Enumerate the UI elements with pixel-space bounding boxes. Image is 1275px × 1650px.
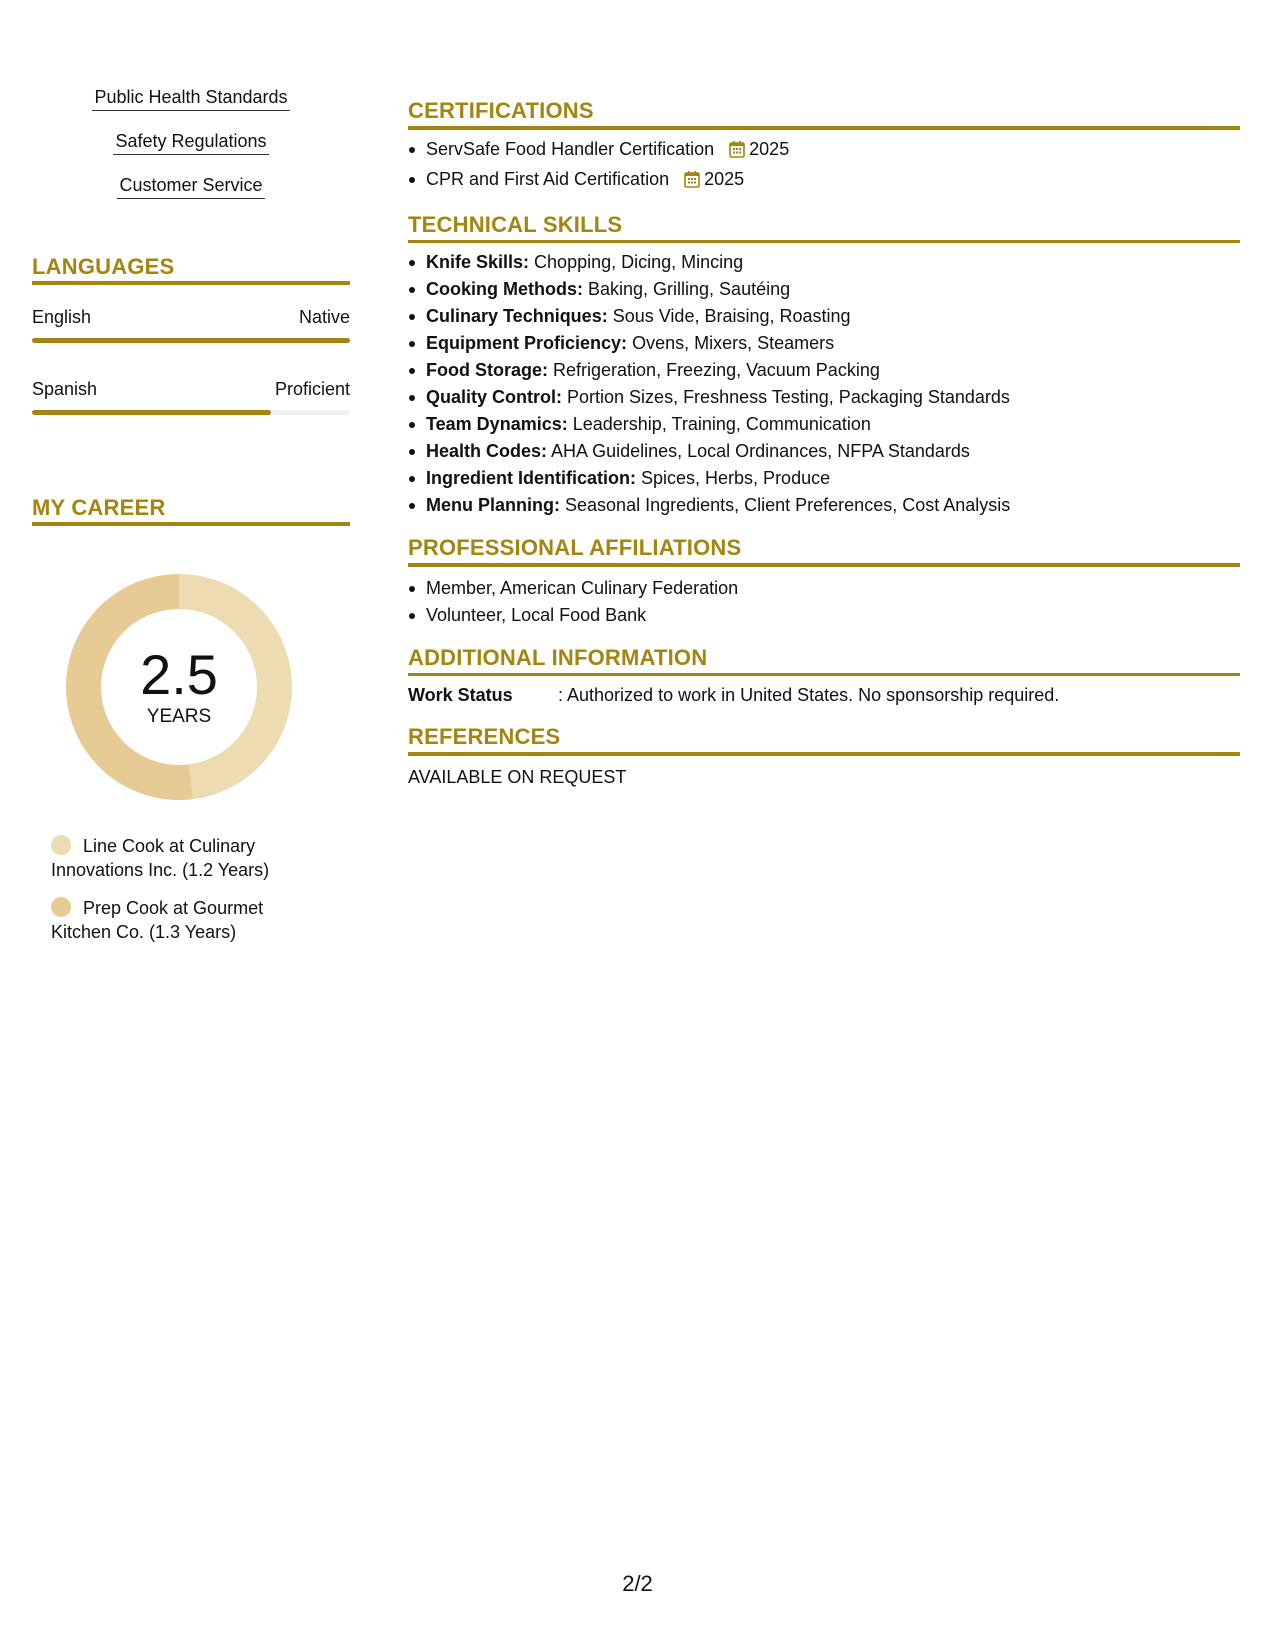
section-title: MY CAREER (32, 495, 166, 520)
language-bar (32, 338, 350, 343)
skill-tag: Customer Service (117, 172, 264, 199)
certification-year: 2025 (749, 138, 790, 159)
skill-value: Chopping, Dicing, Mincing (534, 252, 744, 272)
skill-tag: Public Health Standards (92, 84, 289, 111)
section-title: CERTIFICATIONS (408, 98, 594, 123)
section-title: ADDITIONAL INFORMATION (408, 644, 708, 670)
section-divider (408, 752, 1240, 756)
additional-info-section (408, 643, 1240, 709)
right-column (408, 96, 1240, 804)
technical-skills-section (408, 210, 1240, 520)
affiliation-item: Member, American Culinary Federation (408, 575, 1240, 602)
skill-value: Refrigeration, Freezing, Vacuum Packing (553, 360, 880, 380)
language-level: Proficient (274, 379, 350, 399)
skill-item (408, 330, 1240, 357)
skill-item (408, 249, 1240, 276)
career-legend (51, 834, 311, 958)
certifications-list (408, 136, 1240, 196)
language-name: Spanish (32, 379, 98, 399)
skill-item (408, 303, 1240, 330)
skill-label: Menu Planning: (426, 495, 560, 515)
skill-value: Ovens, Mixers, Steamers (632, 333, 835, 353)
skill-value: Spices, Herbs, Produce (641, 468, 831, 488)
skill-value: Seasonal Ingredients, Client Preferences, Cost Analysis (565, 495, 1011, 515)
skill-item (408, 384, 1240, 411)
section-divider (408, 240, 1240, 244)
section-title: LANGUAGES (32, 254, 175, 279)
work-status-row (408, 682, 1240, 708)
skill-item (408, 411, 1240, 438)
skill-label: Ingredient Identification: (426, 468, 636, 488)
calendar-icon (729, 139, 745, 166)
career-donut-chart (66, 574, 292, 800)
skill-label: Health Codes: (426, 441, 548, 461)
language-level: Native (298, 307, 350, 327)
skill-label: Quality Control: (426, 387, 562, 407)
skill-label: Team Dynamics: (426, 414, 568, 434)
section-divider (408, 126, 1240, 130)
section-divider (32, 281, 350, 285)
language-item (32, 377, 350, 415)
section-title: PROFESSIONAL AFFILIATIONS (408, 535, 742, 560)
skill-item (408, 492, 1240, 519)
certifications-section (408, 96, 1240, 196)
references-section (408, 722, 1240, 790)
certification-name: ServSafe Food Handler Certification (426, 138, 715, 159)
technical-skills-list (408, 249, 1240, 519)
language-name: English (32, 307, 92, 327)
skill-value: Baking, Grilling, Sautéing (588, 279, 791, 299)
language-bar-fill (32, 410, 271, 415)
skill-tags (32, 0, 350, 216)
legend-swatch (51, 897, 71, 917)
page-number: 2/2 (622, 1571, 653, 1596)
career-total-unit: YEARS (146, 706, 212, 727)
section-title: REFERENCES (408, 724, 561, 749)
skill-item (408, 438, 1240, 465)
language-bar (32, 410, 350, 415)
skill-value: AHA Guidelines, Local Ordinances, NFPA Standards (551, 441, 970, 461)
donut-center (66, 574, 292, 800)
section-divider (408, 673, 1240, 677)
section-divider (32, 522, 350, 526)
work-status-label: Work Status (408, 685, 513, 705)
skill-label: Food Storage: (426, 360, 548, 380)
legend-swatch (51, 835, 71, 855)
career-section (32, 494, 350, 942)
section-title: TECHNICAL SKILLS (408, 211, 623, 237)
skill-value: Portion Sizes, Freshness Testing, Packaging Standards (567, 387, 1010, 407)
career-total-value: 2.5 (140, 643, 218, 706)
skill-value: Leadership, Training, Communication (572, 414, 871, 434)
certification-item (408, 136, 1240, 166)
affiliations-section (408, 533, 1240, 629)
left-column (32, 0, 350, 942)
skill-tag: Safety Regulations (113, 128, 268, 155)
languages-section (32, 253, 350, 415)
certification-name: CPR and First Aid Certification (426, 168, 670, 189)
legend-item (51, 896, 311, 944)
skill-item (408, 276, 1240, 303)
certification-year: 2025 (704, 168, 745, 189)
skill-value: Sous Vide, Braising, Roasting (612, 306, 851, 326)
skill-label: Knife Skills: (426, 252, 530, 272)
skill-item (408, 357, 1240, 384)
skill-label: Cooking Methods: (426, 279, 583, 299)
legend-label: Line Cook at Culinary Innovations Inc. (1.2 Years) (51, 836, 270, 880)
skill-item (408, 465, 1240, 492)
section-divider (408, 563, 1240, 567)
language-bar-fill (32, 338, 350, 343)
skill-label: Equipment Proficiency: (426, 333, 628, 353)
calendar-icon (684, 169, 700, 196)
legend-item (51, 834, 311, 882)
skill-label: Culinary Techniques: (426, 306, 608, 326)
affiliations-list (408, 575, 1240, 629)
affiliation-item: Volunteer, Local Food Bank (408, 602, 1240, 629)
work-status-value: : Authorized to work in United States. No sponsorship required. (558, 685, 1060, 705)
references-text: AVAILABLE ON REQUEST (408, 766, 627, 787)
certification-item (408, 166, 1240, 196)
language-item (32, 305, 350, 343)
legend-label: Prep Cook at Gourmet Kitchen Co. (1.3 Years) (51, 898, 264, 942)
